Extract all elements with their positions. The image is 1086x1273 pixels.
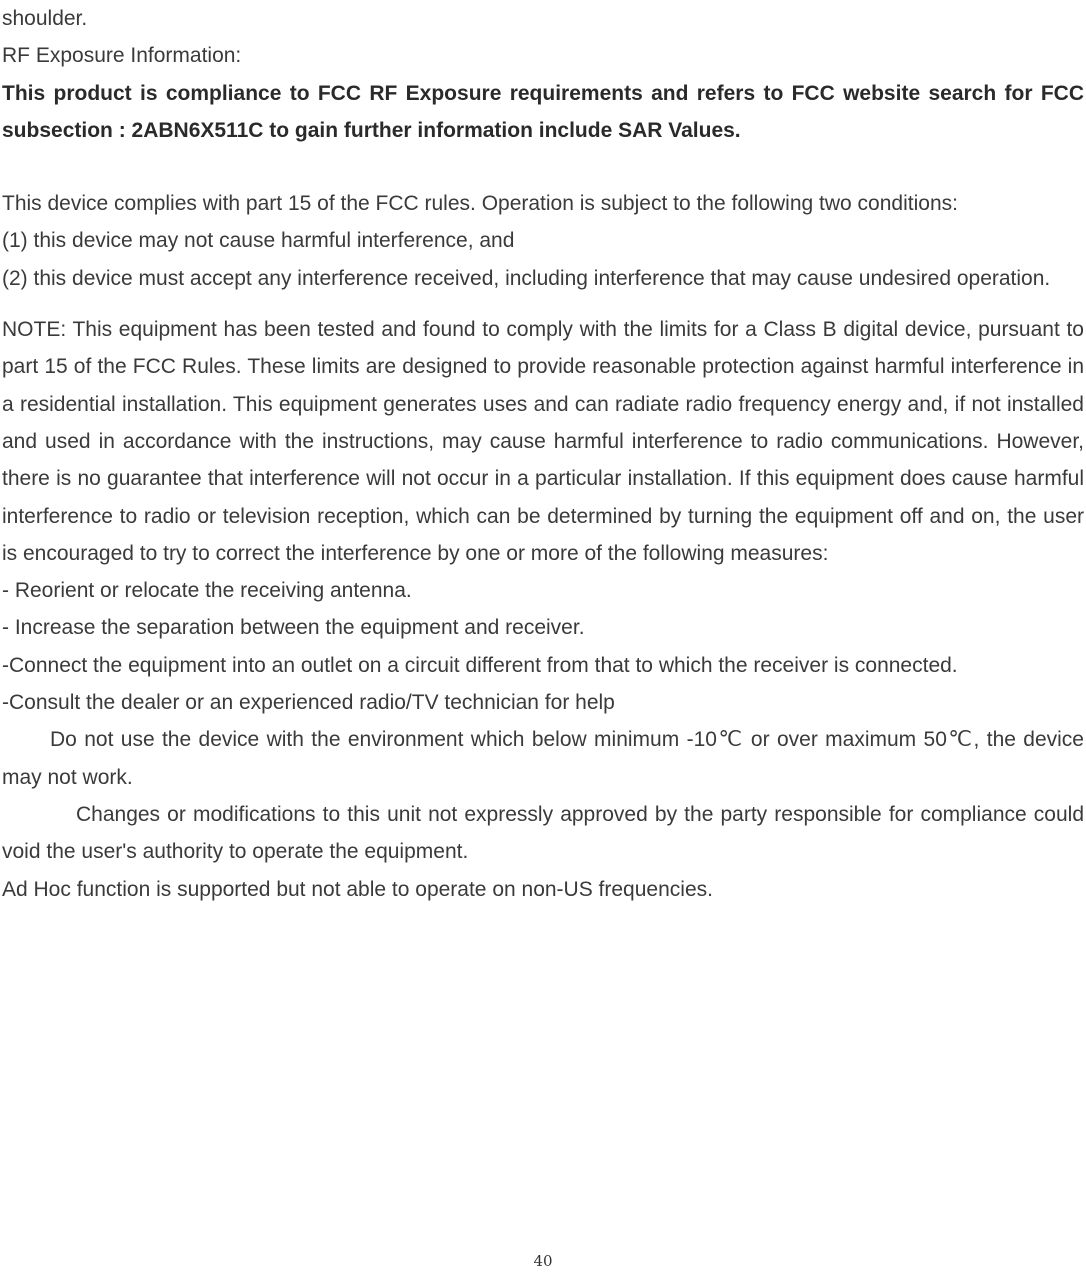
fcc-compliance-intro: This device complies with part 15 of the FCC rules. Operation is subject to the following two conditions: [2, 192, 958, 216]
rf-exposure-statement: This product is compliance to FCC RF Exposure requirements and refers to FCC website search for FCC subsection : 2ABN6X511C to gain further information include SAR Values. [2, 81, 1084, 142]
modification-warning: Changes or modifications to this unit not expressly approved by the party responsible for compliance could void the user's authority to operate the equipment. [2, 802, 1084, 864]
page-number: 40 [533, 1252, 553, 1270]
adhoc-notice: Ad Hoc function is supported but not able to operate on non-US frequencies. [2, 877, 713, 901]
fcc-note: NOTE: This equipment has been tested and found to comply with the limits for a Class B digital device, pursuant to part 15 of the FCC Rules. These limits are designed to provide reasonable protection against harmful interference in a residential installation. This equipment generates uses and can radiate radio frequency energy and, if not installed and used in accordance with the instructions, may cause harmful interference to radio communications. However, there is no guarantee that interference will not occur in a particular installation. If this equipment does cause harmful interference to radio or television reception, which can be determined by turning the equipment off and on, the user is encouraged to try to correct the interference by one or more of the following measures: [2, 318, 1084, 565]
shoulder-text: shoulder. [2, 7, 88, 30]
condition-2: (2) this device must accept any interference received, including interference that may cause undesired operation. [2, 266, 1051, 290]
measure-outlet: -Connect the equipment into an outlet on a circuit different from that to which the receiver is connected. [2, 653, 958, 677]
document-page [2, 0, 1084, 908]
spacer [2, 297, 1084, 311]
spacer [2, 149, 1084, 185]
measure-consult: -Consult the dealer or an experienced radio/TV technician for help [2, 691, 615, 715]
rf-exposure-heading: RF Exposure Information: [2, 44, 242, 68]
temperature-warning: Do not use the device with the environment which below minimum -10℃ or over maximum 50℃, the device may not work. [2, 728, 1084, 789]
condition-1: (1) this device may not cause harmful interference, and [2, 229, 515, 253]
measure-reorient: - Reorient or relocate the receiving antenna. [2, 579, 412, 603]
measure-separation: - Increase the separation between the equipment and receiver. [2, 616, 585, 640]
